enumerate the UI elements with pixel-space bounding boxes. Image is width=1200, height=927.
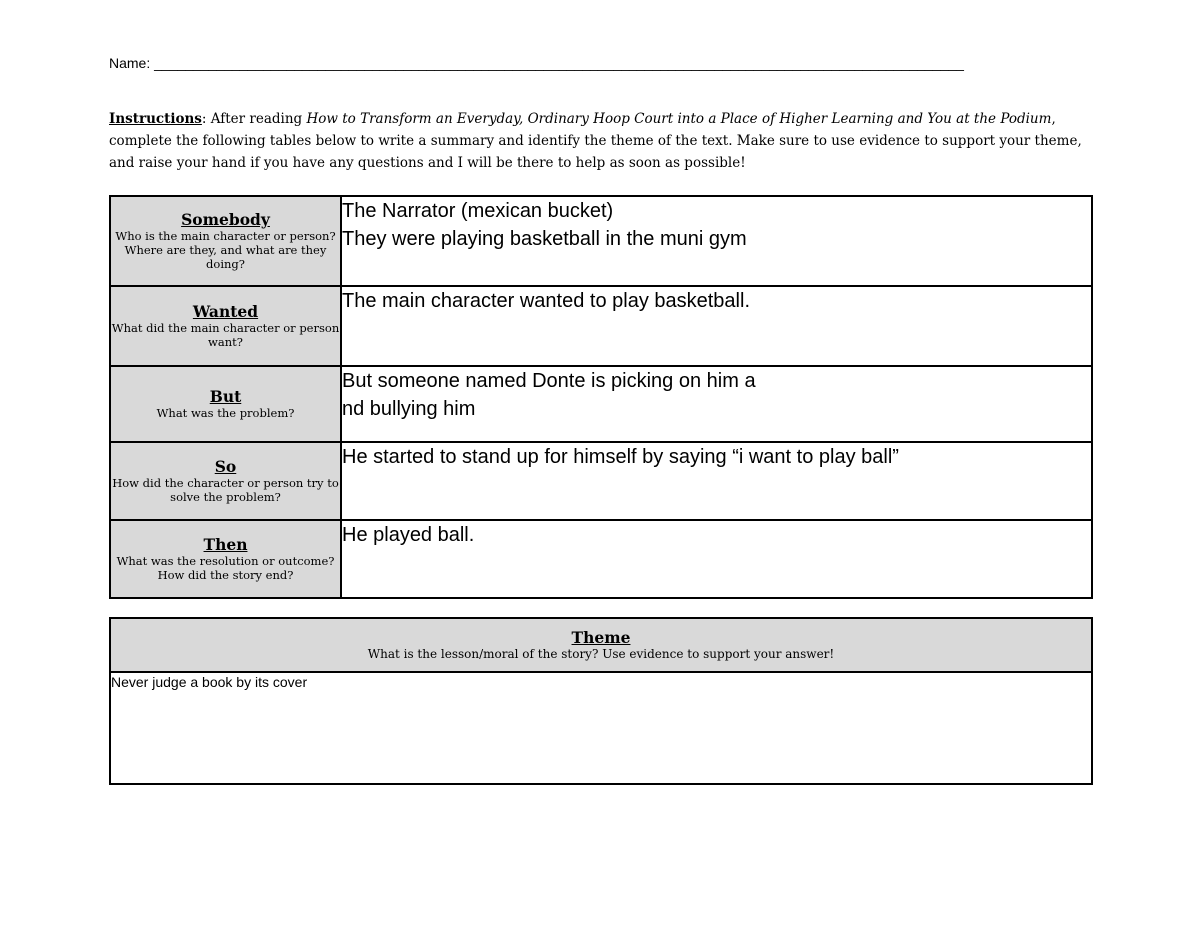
name-field[interactable] — [109, 55, 1069, 71]
prompt-somebody: Who is the main character or person? Where are they, and what are they doing? — [115, 229, 336, 271]
heading-somebody: Somebody — [181, 210, 270, 229]
theme-header-cell — [110, 618, 1092, 672]
answer-somebody[interactable]: The Narrator (mexican bucket) They were playing basketball in the muni gym — [341, 196, 1092, 286]
table-row-but — [110, 366, 1092, 442]
table-row-wanted — [110, 286, 1092, 366]
heading-wanted: Wanted — [192, 302, 259, 321]
instructions-label: Instructions — [109, 111, 202, 127]
prompt-but: What was the problem? — [156, 406, 295, 420]
name-label: Name: — [109, 55, 155, 71]
instructions-text-before: : After reading — [201, 111, 307, 127]
prompt-cell-then — [110, 520, 341, 598]
theme-heading: Theme — [571, 628, 631, 647]
theme-answer-row — [110, 672, 1092, 784]
prompt-then: What was the resolution or outcome? How did the story end? — [116, 554, 335, 582]
theme-header-row — [110, 618, 1092, 672]
heading-but: But — [209, 387, 242, 406]
theme-table — [109, 617, 1093, 785]
answer-so[interactable]: He started to stand up for himself by saying “i want to play ball” — [341, 442, 1092, 520]
answer-then[interactable]: He played ball. — [341, 520, 1092, 598]
table-row-then — [110, 520, 1092, 598]
prompt-cell-wanted — [110, 286, 341, 366]
instructions-paragraph — [109, 108, 1094, 174]
theme-prompt: What is the lesson/moral of the story? Use evidence to support your answer! — [367, 647, 835, 661]
swbst-summary-table — [109, 195, 1093, 599]
prompt-cell-but — [110, 366, 341, 442]
answer-wanted[interactable]: The main character wanted to play basketball. — [341, 286, 1092, 366]
theme-answer[interactable]: Never judge a book by its cover — [110, 672, 1092, 784]
story-title: How to Transform an Everyday, Ordinary Hoop Court into a Place of Higher Learning and You at the Podium — [306, 111, 1052, 127]
table-row-so — [110, 442, 1092, 520]
answer-but[interactable]: But someone named Donte is picking on him a nd bullying him — [341, 366, 1092, 442]
instructions-text-after: , complete the following tables below to write a summary and identify the theme of the text. Make sure to use evidence to support your theme, and raise your hand if you have any questions and I will be there to help as soon as possible! — [109, 111, 1082, 171]
heading-then: Then — [203, 535, 248, 554]
prompt-cell-so — [110, 442, 341, 520]
heading-so: So — [214, 457, 237, 476]
name-blank[interactable]: ________________________________________________________________________________________________________ — [154, 55, 964, 71]
prompt-wanted: What did the main character or person want? — [111, 321, 340, 349]
table-row-somebody — [110, 196, 1092, 286]
prompt-so: How did the character or person try to solve the problem? — [112, 476, 339, 504]
prompt-cell-somebody — [110, 196, 341, 286]
